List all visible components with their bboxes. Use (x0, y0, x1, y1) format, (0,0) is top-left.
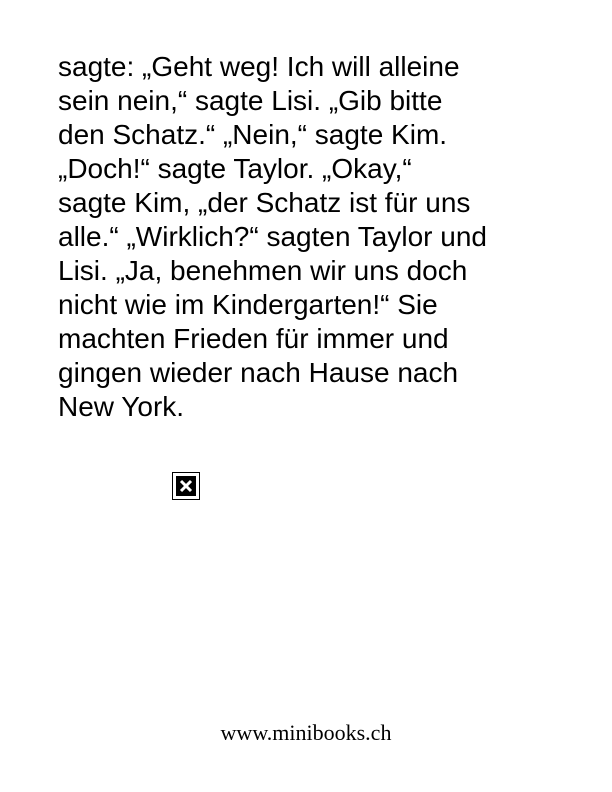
story-line: sein nein,“ sagte Lisi. „Gib bitte (58, 85, 443, 116)
story-line: alle.“ „Wirklich?“ sagten Taylor und (58, 221, 487, 252)
story-line: nicht wie im Kindergarten!“ Sie (58, 289, 438, 320)
story-line: New York. (58, 391, 185, 422)
story-line: sagte Kim, „der Schatz ist für uns (58, 187, 471, 218)
footer-url[interactable]: www.minibooks.ch (220, 720, 392, 745)
story-line: den Schatz.“ „Nein,“ sagte Kim. (58, 119, 448, 150)
story-line: „Doch!“ sagte Taylor. „Okay,“ (58, 153, 412, 184)
story-line: machten Frieden für immer und (58, 323, 449, 354)
story-line: Lisi. „Ja, benehmen wir uns doch (58, 255, 468, 286)
story-text (58, 50, 598, 424)
story-line: gingen wieder nach Hause nach (58, 357, 459, 388)
broken-image-icon (172, 472, 200, 500)
story-line: sagte: „Geht weg! Ich will alleine (58, 51, 460, 82)
